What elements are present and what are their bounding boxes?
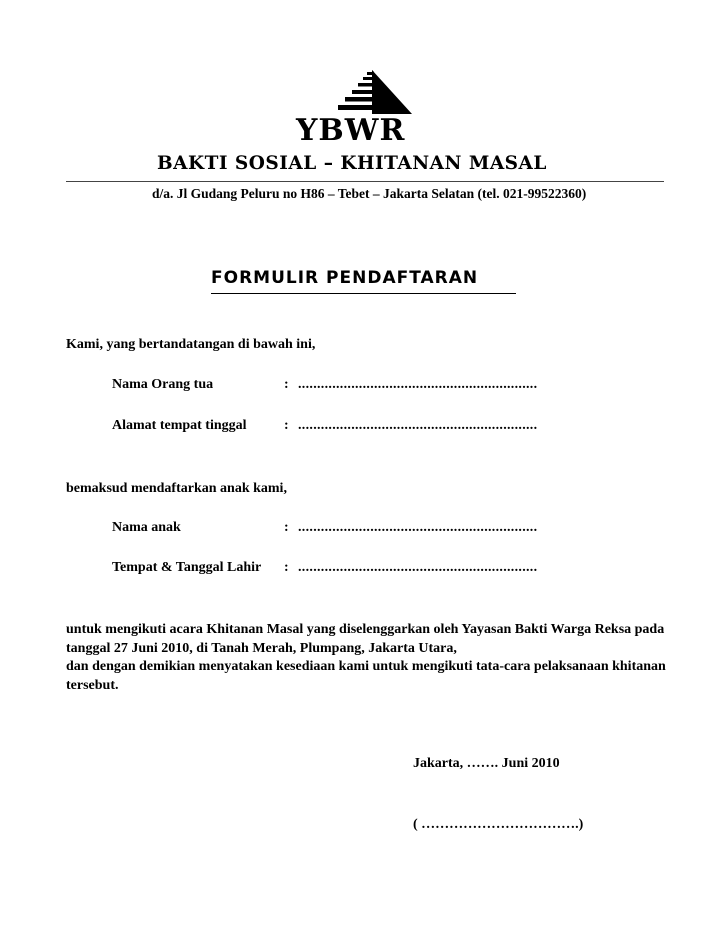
field-colon: : bbox=[284, 418, 289, 433]
field-label-parent-name: Nama Orang tua bbox=[112, 377, 214, 392]
field-input-birth-place-date[interactable]: ............................................................... bbox=[298, 560, 538, 575]
field-colon: : bbox=[284, 520, 289, 535]
form-title-underline bbox=[211, 293, 516, 294]
body-line-2: dan dengan demikian menyatakan kesediaan kami untuk mengikuti tata-cara pelaksanaan khitanan tersebut. bbox=[66, 659, 666, 693]
org-name: YBWR bbox=[296, 113, 406, 148]
field-label-child-name: Nama anak bbox=[112, 520, 181, 535]
field-input-address[interactable]: ............................................................... bbox=[298, 418, 538, 433]
field-colon: : bbox=[284, 560, 289, 575]
ybwr-logo-icon bbox=[330, 70, 412, 116]
body-paragraph bbox=[66, 621, 666, 695]
intro-text: Kami, yang bertandatangan di bawah ini, bbox=[66, 337, 316, 352]
event-subtitle: BAKTI SOSIAL – KHITANAN MASAL bbox=[157, 153, 547, 174]
form-title: FORMULIR PENDAFTARAN bbox=[211, 268, 479, 288]
signature-field[interactable]: ( …………………………….) bbox=[413, 817, 584, 832]
field-input-parent-name[interactable]: ............................................................... bbox=[298, 377, 538, 392]
header-divider bbox=[66, 181, 664, 182]
field-label-address: Alamat tempat tinggal bbox=[112, 418, 247, 433]
child-intro-text: bemaksud mendaftarkan anak kami, bbox=[66, 481, 287, 496]
place-date[interactable]: Jakarta, ……. Juni 2010 bbox=[413, 756, 560, 771]
field-input-child-name[interactable]: ............................................................... bbox=[298, 520, 538, 535]
field-colon: : bbox=[284, 377, 289, 392]
address-line: d/a. Jl Gudang Peluru no H86 – Tebet – Jakarta Selatan (tel. 021-99522360) bbox=[152, 186, 587, 201]
field-label-birth-place-date: Tempat & Tanggal Lahir bbox=[112, 560, 262, 575]
body-line-1: untuk mengikuti acara Khitanan Masal yang diselenggarkan oleh Yayasan Bakti Warga Reksa pada tanggal 27 Juni 2010, di Tanah Merah, Plumpang, Jakarta Utara, bbox=[66, 622, 665, 656]
